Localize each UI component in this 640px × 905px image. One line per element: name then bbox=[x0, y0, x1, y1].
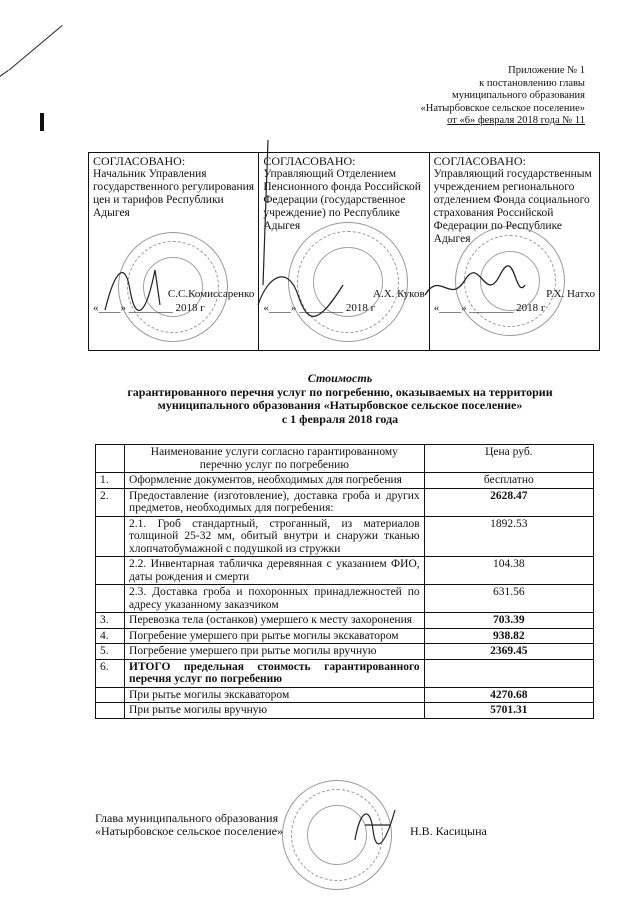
approval-position: Управляющий Отделением Пенсионного фонда Российской Федерации (государственное учреждение) по Республике Адыгея bbox=[263, 168, 421, 232]
row-number bbox=[96, 557, 125, 585]
signature bbox=[345, 800, 405, 850]
approval-signer: С.С.Комиссаренко bbox=[167, 288, 255, 300]
table-total-row bbox=[96, 659, 594, 687]
footer-line: Глава муниципального образования bbox=[95, 811, 279, 825]
approvals-table bbox=[88, 152, 600, 351]
row-price: 1892.53 bbox=[424, 516, 593, 557]
table-subtotal-row bbox=[96, 703, 594, 719]
appendix-line: Приложение № 1 bbox=[508, 65, 585, 76]
row-price: бесплатно bbox=[424, 473, 593, 489]
row-service: 2.1. Гроб стандартный, строганный, из материалов толщиной 25-32 мм, обитый внутри и снаружи тканью хлопчатобумажной с подушкой из стружки bbox=[125, 516, 425, 557]
approval-heading: СОГЛАСОВАНО: bbox=[93, 154, 186, 168]
table-header-cell bbox=[96, 445, 125, 473]
appendix-date-line: от «6» февраля 2018 года № 11 bbox=[447, 115, 585, 126]
row-price: 703.39 bbox=[424, 613, 593, 629]
row-service: Оформление документов, необходимых для погребения bbox=[125, 473, 425, 489]
table-row bbox=[96, 516, 594, 557]
approval-position: Начальник Управления государственного регулирования цен и тарифов Республики Адыгея bbox=[93, 168, 255, 219]
row-price: 938.82 bbox=[424, 628, 593, 644]
total-empty-cell bbox=[424, 659, 593, 687]
document-title bbox=[80, 372, 600, 426]
table-row bbox=[96, 557, 594, 585]
row-number: 3. bbox=[96, 613, 125, 629]
row-service: Погребение умершего при рытье могилы экскаватором bbox=[125, 628, 425, 644]
table-row bbox=[96, 628, 594, 644]
table-row bbox=[96, 473, 594, 489]
appendix-line: муниципального образования bbox=[452, 90, 585, 101]
row-service: 2.2. Инвентарная табличка деревянная с указанием ФИО, даты рождения и смерти bbox=[125, 557, 425, 585]
table-row bbox=[96, 613, 594, 629]
total-label: ИТОГО предельная стоимость гарантированного перечня услуг по погребению bbox=[125, 659, 425, 687]
row-number bbox=[96, 687, 125, 703]
row-service: Предоставление (изготовление), доставка гроба и других предметов, необходимых для погребения: bbox=[125, 488, 425, 516]
row-number: 2. bbox=[96, 488, 125, 516]
table-header-price: Цена руб. bbox=[424, 445, 593, 473]
subtotal-label: При рытье могилы вручную bbox=[125, 703, 425, 719]
row-service: Погребение умершего при рытье могилы вручную bbox=[125, 644, 425, 660]
row-service: 2.3. Доставка гроба и похоронных принадлежностей по адресу указанному заказчиком bbox=[125, 585, 425, 613]
appendix-line: «Натырбовское сельское поселение» bbox=[420, 102, 585, 114]
approval-date: «____» ________ 2018 г bbox=[433, 302, 546, 314]
price-table bbox=[95, 444, 594, 719]
approval-signer: Р.Х. Натхо bbox=[546, 288, 595, 300]
row-number: 5. bbox=[96, 644, 125, 660]
row-price: 104.38 bbox=[424, 557, 593, 585]
appendix-line: к постановлению главы bbox=[479, 77, 585, 89]
footer-signer: Н.В. Касицына bbox=[410, 824, 487, 838]
table-header-name: Наименование услуги согласно гарантированному перечню услуг по погребению bbox=[125, 445, 425, 473]
footer-line: «Натырбовское сельское поселение» bbox=[95, 824, 283, 838]
row-price: 631.56 bbox=[424, 585, 593, 613]
subtotal-price: 5701.31 bbox=[424, 703, 593, 719]
approval-heading: СОГЛАСОВАНО: bbox=[433, 154, 526, 168]
row-number: 6. bbox=[96, 659, 125, 687]
row-number: 4. bbox=[96, 628, 125, 644]
scan-line bbox=[8, 25, 62, 71]
title-line: муниципального образования «Натырбовское сельское поселение» bbox=[157, 398, 523, 412]
title-line: с 1 февраля 2018 года bbox=[281, 411, 399, 426]
row-service: Перевозка тела (останков) умершего к месту захоронения bbox=[125, 613, 425, 629]
title-line: Стоимость bbox=[307, 371, 373, 385]
scan-line bbox=[0, 70, 9, 105]
approval-cell-2 bbox=[259, 153, 429, 350]
row-number: 1. bbox=[96, 473, 125, 489]
row-number bbox=[96, 703, 125, 719]
row-number bbox=[96, 516, 125, 557]
approval-date: «____» ________ 2018 г bbox=[93, 302, 205, 314]
approval-cell-1 bbox=[89, 153, 259, 350]
approval-position: Управляющий государственным учреждением регионального отделением Фонда социального страхования Российской Федерации по Республике Адыгея bbox=[433, 168, 592, 245]
row-number bbox=[96, 585, 125, 613]
footer-position bbox=[95, 812, 283, 838]
scan-mark bbox=[40, 113, 44, 131]
appendix-block bbox=[421, 65, 586, 128]
approval-date: «____» ________ 2018 г bbox=[263, 302, 376, 314]
subtotal-label: При рытье могилы экскаватором bbox=[125, 687, 425, 703]
approval-signer: А.Х. Куков bbox=[373, 288, 425, 300]
row-price: 2369.45 bbox=[424, 644, 593, 660]
table-header-row bbox=[96, 445, 594, 473]
approval-cell-3 bbox=[430, 153, 599, 350]
table-row bbox=[96, 488, 594, 516]
approval-heading: СОГЛАСОВАНО: bbox=[263, 154, 356, 168]
subtotal-price: 4270.68 bbox=[424, 687, 593, 703]
official-stamp bbox=[282, 780, 392, 890]
table-row bbox=[96, 644, 594, 660]
row-price: 2628.47 bbox=[424, 488, 593, 516]
table-row bbox=[96, 585, 594, 613]
title-line: гарантированного перечня услуг по погребению, оказываемых на территории bbox=[127, 384, 553, 399]
table-subtotal-row bbox=[96, 687, 594, 703]
